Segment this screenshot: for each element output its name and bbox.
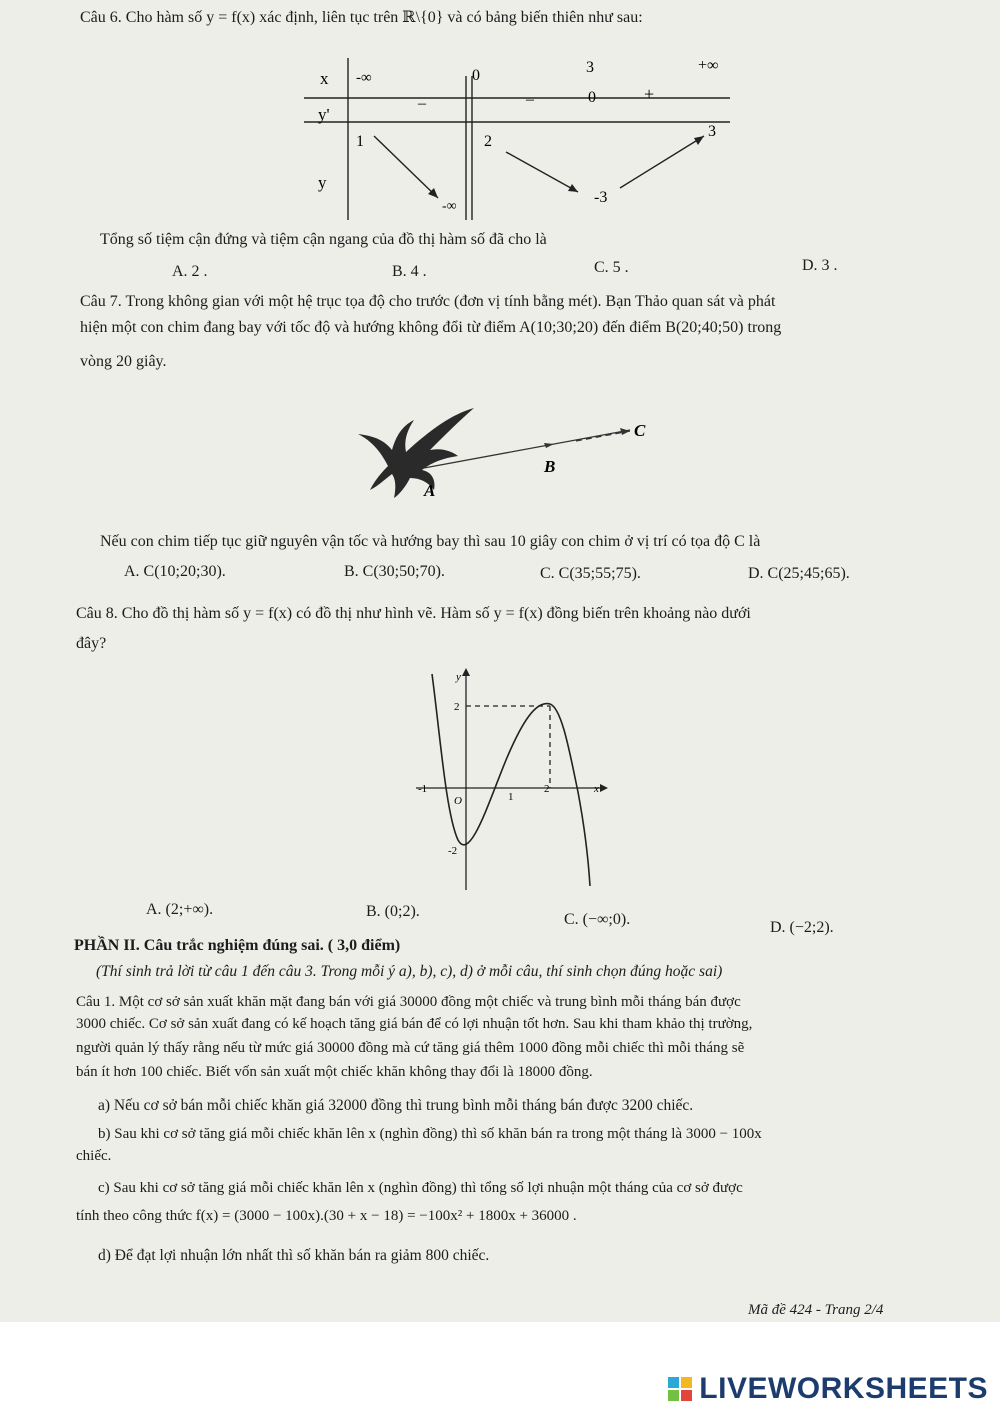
q6-stem: Câu 6. Cho hàm số y = f(x) xác định, liên tục trên ℝ\{0} và có bảng biến thiên như sau:	[80, 9, 643, 26]
x-val-zero: 0	[472, 67, 480, 84]
p2-q1-c-line-1[interactable]: c) Sau khi cơ sở tăng giá mỗi chiếc khăn lên x (nghìn đồng) thì tổng số lợi nhuận một tháng của cơ sở được	[98, 1180, 743, 1196]
graph-x-axis-label: x	[594, 783, 599, 795]
q8-line-2: đây?	[76, 635, 107, 652]
q8-line-1: Câu 8. Cho đồ thị hàm số y = f(x) có đồ thị như hình vẽ. Hàm số y = f(x) đồng biến trên khoảng nào dưới	[76, 605, 751, 622]
graph-tick-2y: 2	[454, 701, 460, 713]
q7-line-3: vòng 20 giây.	[80, 353, 167, 370]
p2-q1-line-3: người quản lý thấy rằng nếu từ mức giá 30000 đồng mà cứ tăng giá thêm 1000 đồng mỗi chiếc thì mỗi tháng sẽ	[76, 1040, 745, 1056]
brand-name: LIVEWORKSHEETS	[699, 1372, 988, 1405]
x-val-three: 3	[586, 59, 594, 76]
y-val-neg-inf: -∞	[442, 199, 457, 214]
p2-q1-line-1: Câu 1. Một cơ sở sản xuất khăn mặt đang bán với giá 30000 đồng một chiếc và trung bình mỗi tháng bán được	[76, 994, 741, 1010]
q7-option-a[interactable]: A. C(10;20;30).	[124, 563, 226, 580]
p2-q1-line-2: 3000 chiếc. Cơ sở sản xuất đang có kế hoạch tăng giá bán để có lợi nhuận tốt hơn. Sau khi tham khảo thị trường,	[76, 1016, 753, 1032]
q8-option-a[interactable]: A. (2;+∞).	[146, 901, 214, 918]
graph-tick-neg2: -2	[448, 845, 458, 857]
point-c-label: C	[634, 421, 646, 440]
q8-option-c[interactable]: C. (−∞;0).	[564, 911, 631, 928]
graph-y-axis-label: y	[456, 671, 461, 683]
point-b-label: B	[544, 457, 556, 476]
q7-option-c[interactable]: C. C(35;55;75).	[540, 565, 641, 582]
y-val-3: 3	[708, 123, 716, 140]
q6-option-d[interactable]: D. 3 .	[802, 257, 838, 274]
p2-q1-d[interactable]: d) Để đạt lợi nhuận lớn nhất thì số khăn bán ra giảm 800 chiếc.	[98, 1247, 490, 1264]
y-val-neg3: -3	[594, 189, 608, 206]
p2-q1-line-4: bán ít hơn 100 chiếc. Biết vốn sản xuất một chiếc khăn không thay đổi là 18000 đồng.	[76, 1064, 593, 1080]
q6-option-b[interactable]: B. 4 .	[392, 263, 427, 280]
q7-line-2: hiện một con chim đang bay với tốc độ và hướng không đổi từ điểm A(10;30;20) đến điểm B(20;40;50) trong	[80, 319, 782, 336]
q6-option-a[interactable]: A. 2 .	[172, 263, 208, 280]
y-val-1: 1	[356, 133, 364, 150]
x-val-pos-inf: +∞	[698, 57, 719, 74]
x-val-neg-inf: -∞	[356, 70, 372, 86]
sign-1: –	[418, 95, 426, 112]
variation-table	[300, 52, 740, 224]
sign-2: –	[526, 91, 534, 108]
point-a-label: A	[424, 481, 436, 500]
graph-tick-neg1: -1	[418, 783, 428, 795]
bird-icon	[358, 408, 474, 498]
q7-line-1: Câu 7. Trong không gian với một hệ trục tọa độ cho trước (đơn vị tính bằng mét). Bạn Thảo quan sát và phát	[80, 293, 776, 310]
row-x-label: x	[320, 69, 329, 88]
q7-option-d[interactable]: D. C(25;45;65).	[748, 565, 850, 582]
worksheet-grid-icon	[667, 1376, 693, 1402]
liveworksheets-logo[interactable]	[667, 1372, 988, 1406]
p2-q1-b-line-2: chiếc.	[76, 1148, 112, 1164]
part2-heading: PHẦN II. Câu trắc nghiệm đúng sai. ( 3,0 điểm)	[74, 937, 401, 954]
deriv-zero: 0	[588, 89, 596, 106]
graph-origin-label: O	[454, 795, 462, 807]
bird-illustration	[340, 400, 670, 512]
row-yprime-label: y'	[318, 105, 330, 124]
graph-tick-1: 1	[508, 791, 514, 803]
part2-instruction: (Thí sinh trả lời từ câu 1 đến câu 3. Trong mỗi ý a), b), c), d) ở mỗi câu, thí sinh chọn đúng hoặc sai)	[96, 963, 723, 980]
q8-option-d[interactable]: D. (−2;2).	[770, 919, 834, 936]
p2-q1-a[interactable]: a) Nếu cơ sở bán mỗi chiếc khăn giá 32000 đồng thì trung bình mỗi tháng bán được 3200 chiếc.	[98, 1097, 694, 1114]
q6-option-c[interactable]: C. 5 .	[594, 259, 629, 276]
row-y-label: y	[318, 173, 327, 192]
function-graph	[412, 664, 612, 894]
q8-option-b[interactable]: B. (0;2).	[366, 903, 420, 920]
q7-option-b[interactable]: B. C(30;50;70).	[344, 563, 445, 580]
graph-tick-2x: 2	[544, 783, 550, 795]
sign-3: +	[644, 84, 655, 104]
y-val-2: 2	[484, 133, 492, 150]
q7-question: Nếu con chim tiếp tục giữ nguyên vận tốc và hướng bay thì sau 10 giây con chim ở vị trí có tọa độ C là	[100, 533, 761, 550]
page-footer: Mã đề 424 - Trang 2/4	[748, 1302, 884, 1318]
p2-q1-b-line-1[interactable]: b) Sau khi cơ sở tăng giá mỗi chiếc khăn lên x (nghìn đồng) thì số khăn bán ra trong một tháng là 3000 − 100x	[98, 1126, 762, 1142]
p2-q1-c-line-2: tính theo công thức f(x) = (3000 − 100x).(30 + x − 18) = −100x² + 1800x + 36000 .	[76, 1208, 577, 1224]
q6-question: Tổng số tiệm cận đứng và tiệm cận ngang của đồ thị hàm số đã cho là	[100, 231, 547, 248]
